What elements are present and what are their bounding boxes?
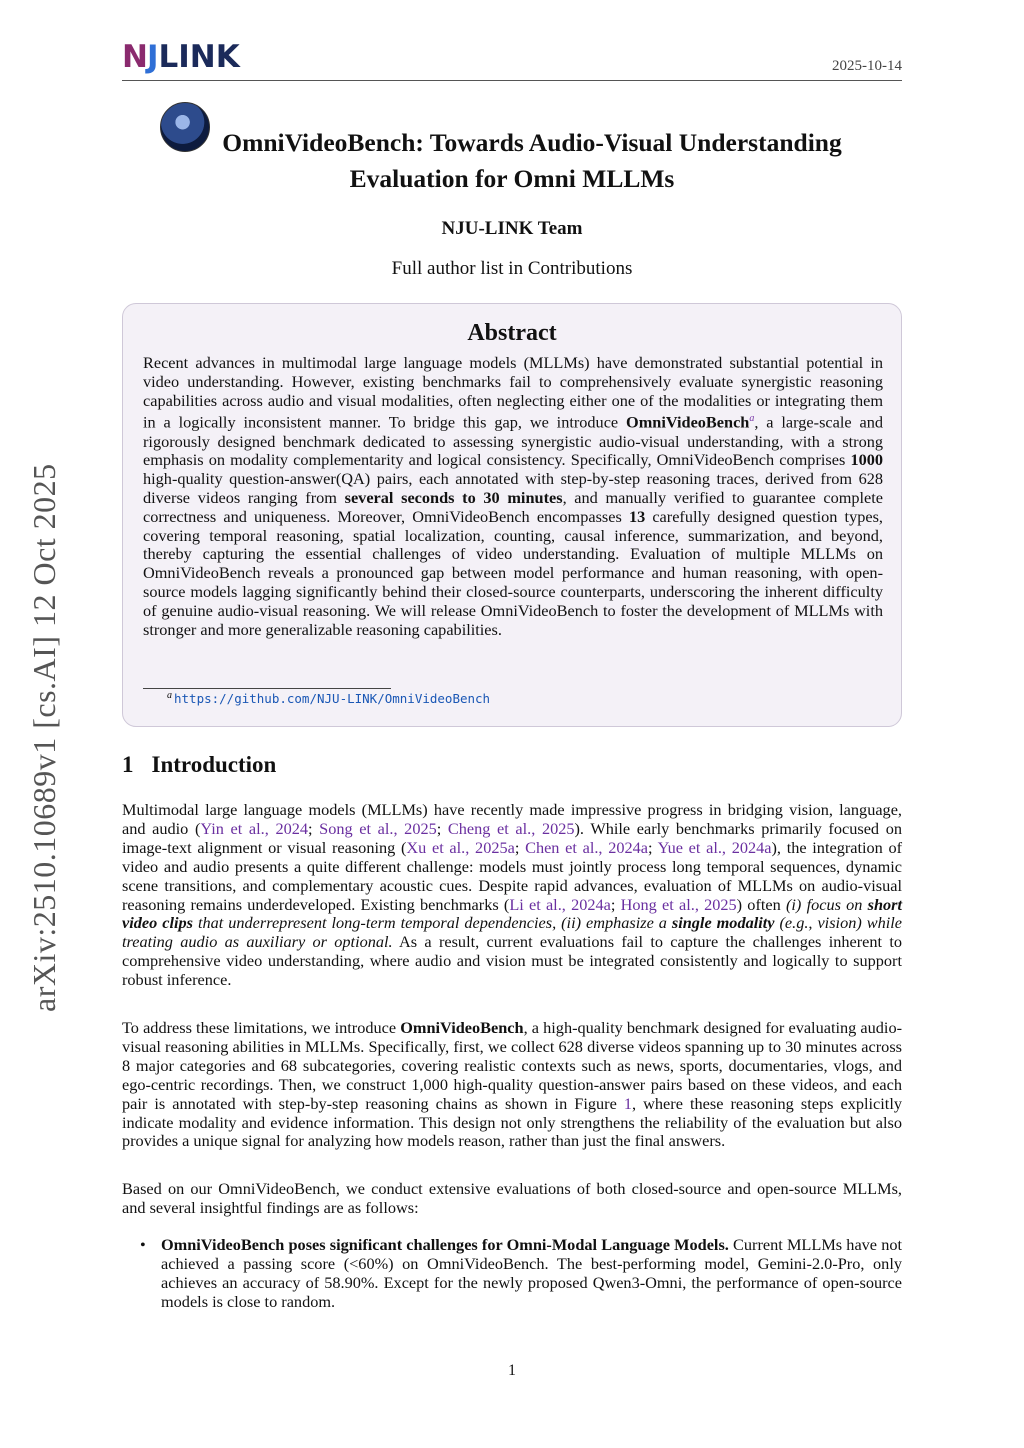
author: NJU-LINK Team (441, 218, 583, 239)
figure-reference[interactable]: 1 (623, 1093, 633, 1113)
bullet-icon: • (140, 1235, 146, 1254)
footnote: $^a$ https://github.com/NJU-LINK/OmniVideoBench (167, 690, 491, 707)
abstract-box (122, 303, 902, 727)
citation[interactable]: Cheng et al., 2025 (447, 818, 575, 838)
citation[interactable]: Song et al., 2025 (319, 818, 437, 838)
title-line-2: Evaluation for Omni MLLMs (349, 164, 675, 193)
list-item: OmniVideoBench poses significant challenges for Omni-Modal Language Models. Current MLLMs have not achieved a passing score (<60%) on OmniVideoBench. The best-performing model, Gemini-2.0-Pro, only achieves an accuracy of 58.90%. Except for the newly proposed Qwen3-Omni, the performance of open-source models is close to random. (161, 1235, 903, 1311)
section-heading: 1 Introduction (122, 752, 277, 777)
github-link[interactable]: https://github.com/NJU-LINK/OmniVideoBench (174, 691, 491, 707)
findings-list (140, 1236, 902, 1312)
header-date: 2025-10-14 (832, 58, 902, 74)
abstract-text: Recent advances in multimodal large language models (MLLMs) have demonstrated substantial potential in video understanding. However, existing benchmarks fail to comprehensively evaluate synergistic reasoning capabilities across audio and visual modalities, often neglecting either one of the modalities or integrating them in a logically inconsistent manner. To bridge this gap, we introduce OmniVideoBench$^a$, a large-scale and rigorously designed benchmark dedicated to assessing synergistic audio-visual understanding, with a strong emphasis on modality complementarity and logical consistency. Specifically, OmniVideoBench comprises 1000 high-quality question-answer(QA) pairs, each annotated with step-by-step reasoning traces, derived from 628 diverse videos ranging from several seconds to 30 minutes, and manually verified to guarantee complete correctness and uniqueness. Moreover, OmniVideoBench encompasses 13 carefully designed question types, covering temporal reasoning, spatial localization, counting, causal inference, summarization, and beyond, thereby capturing the essential challenges of video understanding. Evaluation of multiple MLLMs on OmniVideoBench reveals a pronounced gap between model performance and human reasoning, with open-source models lagging significantly behind their closed-source counterparts, underscoring the inherent difficulty of genuine audio-visual reasoning. We will release OmniVideoBench to foster the development of MLLMs with stronger and more generalizable reasoning capabilities. (143, 353, 884, 639)
omnivideobench-logo-icon (160, 102, 210, 152)
intro-paragraph-2: To address these limitations, we introduce OmniVideoBench, a high-quality benchmark designed for evaluating audio-visual reasoning abilities in MLLMs. Specifically, first, we collect 628 diverse videos spanning up to 30 minutes across 8 major categories and 68 subcategories, covering realistic contexts such as news, sports, documentaries, vlogs, and ego-centric recordings. Then, we construct 1,000 high-quality question-answer pairs based on these videos, and each pair is annotated with step-by-step reasoning chains as shown in Figure 1, where these reasoning steps explicitly indicate modality and evidence information. This design not only strengthens the reliability of the evaluation but also provides a unique signal for analyzing how models reason, rather than just the final answers. (122, 1018, 903, 1151)
paper-title (122, 100, 902, 197)
citation[interactable]: Yue et al., 2024a (657, 837, 772, 857)
intro-paragraph-3: Based on our OmniVideoBench, we conduct extensive evaluations of both closed-source and open-source MLLMs, and several insightful findings are as follows: (122, 1179, 902, 1217)
title-line-1: OmniVideoBench: Towards Audio-Visual Understanding (222, 128, 842, 157)
citation[interactable]: Chen et al., 2024a (525, 837, 648, 857)
citation[interactable]: Hong et al., 2025 (620, 894, 737, 914)
footnote-marker[interactable]: a (749, 413, 755, 425)
citation[interactable]: Xu et al., 2025a (406, 837, 515, 857)
contributions-note: Full author list in Contributions (391, 258, 633, 279)
page-number: 1 (508, 1362, 516, 1379)
citation[interactable]: Li et al., 2024a (509, 894, 611, 914)
nju-link-logo: N J LINK (122, 39, 240, 75)
citation[interactable]: Yin et al., 2024 (200, 818, 308, 838)
page-header (122, 40, 902, 81)
footnote-rule (143, 688, 391, 689)
intro-paragraph-1: Multimodal large language models (MLLMs) have recently made impressive progress in bridging vision, language, and audio (Yin et al., 2024; Song et al., 2025; Cheng et al., 2025). While early benchmarks primarily focused on image-text alignment or visual reasoning (Xu et al., 2025a; Chen et al., 2024a; Yue et al., 2024a), the integration of video and audio presents a quite different challenge: models must jointly process long temporal sequences, dynamic scene transitions, and complementary acoustic cues. Despite rapid advances, evaluation of MLLMs on audio-visual reasoning remains underdeveloped. Existing benchmarks (Li et al., 2024a; Hong et al., 2025) often (i) focus on short video clips that underrepresent long-term temporal dependencies, (ii) emphasize a single modality (e.g., vision) while treating audio as auxiliary or optional. As a result, current evaluations fail to capture the challenges inherent to comprehensive video understanding, where audio and vision must be integrated consistently and logically to support robust inference. (122, 800, 903, 990)
arxiv-identifier: arXiv:2510.10689v1 [cs.AI] 12 Oct 2025 (26, 463, 62, 1012)
abstract-heading: Abstract (467, 320, 557, 346)
